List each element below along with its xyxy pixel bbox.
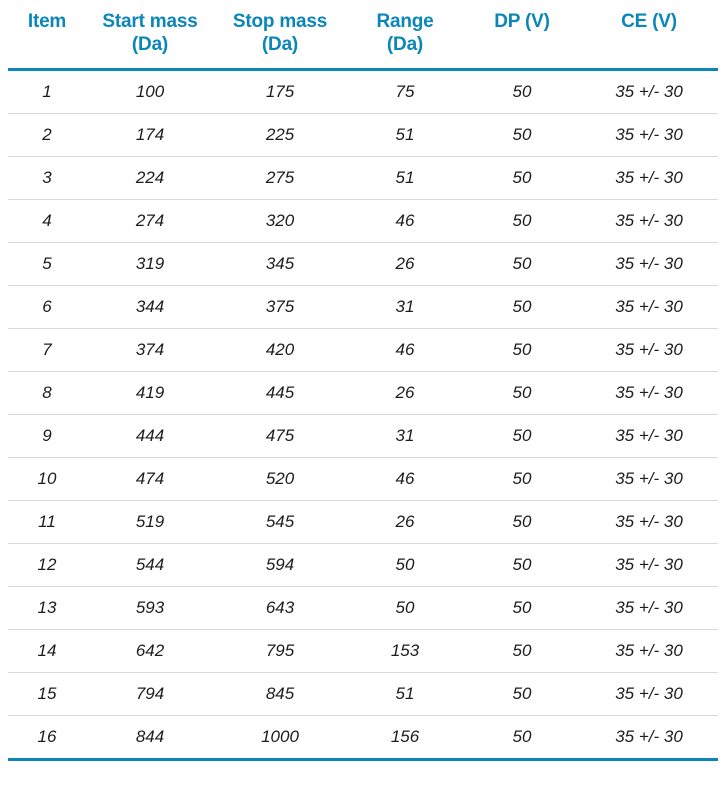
cell-dp: 50: [464, 544, 580, 587]
cell-range: 51: [346, 673, 464, 716]
cell-stop-mass: 475: [214, 415, 346, 458]
cell-stop-mass: 845: [214, 673, 346, 716]
cell-start-mass: 344: [86, 286, 214, 329]
table-row: [8, 458, 718, 501]
cell-stop-mass: 420: [214, 329, 346, 372]
cell-item: 12: [8, 544, 86, 587]
cell-range: 46: [346, 200, 464, 243]
cell-ce: 35 +/- 30: [580, 286, 718, 329]
cell-start-mass: 474: [86, 458, 214, 501]
cell-item: 16: [8, 716, 86, 760]
cell-range: 46: [346, 329, 464, 372]
cell-start-mass: 794: [86, 673, 214, 716]
cell-stop-mass: 643: [214, 587, 346, 630]
cell-item: 13: [8, 587, 86, 630]
cell-range: 26: [346, 501, 464, 544]
cell-start-mass: 642: [86, 630, 214, 673]
cell-dp: 50: [464, 372, 580, 415]
cell-ce: 35 +/- 30: [580, 544, 718, 587]
cell-stop-mass: 594: [214, 544, 346, 587]
table-row: [8, 286, 718, 329]
cell-dp: 50: [464, 329, 580, 372]
cell-range: 46: [346, 458, 464, 501]
column-header-dp: [464, 0, 580, 70]
cell-item: 5: [8, 243, 86, 286]
table-row: [8, 501, 718, 544]
column-header-ce-line1: CE (V): [621, 11, 677, 32]
mass-range-table: [8, 0, 718, 761]
column-header-start-mass-line2: (Da): [131, 34, 169, 55]
table-row: [8, 114, 718, 157]
column-header-stop-mass-line2: (Da): [261, 34, 299, 55]
cell-ce: 35 +/- 30: [580, 200, 718, 243]
cell-start-mass: 593: [86, 587, 214, 630]
column-header-item-line1: Item: [27, 11, 67, 32]
cell-ce: 35 +/- 30: [580, 501, 718, 544]
cell-item: 11: [8, 501, 86, 544]
cell-start-mass: 274: [86, 200, 214, 243]
cell-ce: 35 +/- 30: [580, 157, 718, 200]
cell-range: 51: [346, 114, 464, 157]
cell-stop-mass: 375: [214, 286, 346, 329]
cell-stop-mass: 520: [214, 458, 346, 501]
table-row: [8, 70, 718, 114]
table-row: [8, 200, 718, 243]
cell-ce: 35 +/- 30: [580, 372, 718, 415]
cell-stop-mass: 345: [214, 243, 346, 286]
cell-range: 153: [346, 630, 464, 673]
cell-ce: 35 +/- 30: [580, 716, 718, 760]
cell-stop-mass: 545: [214, 501, 346, 544]
cell-stop-mass: 795: [214, 630, 346, 673]
cell-ce: 35 +/- 30: [580, 630, 718, 673]
cell-start-mass: 544: [86, 544, 214, 587]
cell-stop-mass: 320: [214, 200, 346, 243]
column-header-dp-line1: DP (V): [494, 11, 550, 32]
table-row: [8, 329, 718, 372]
cell-item: 2: [8, 114, 86, 157]
cell-dp: 50: [464, 114, 580, 157]
column-header-start-mass-line1: Start mass: [102, 11, 198, 32]
cell-item: 4: [8, 200, 86, 243]
cell-start-mass: 444: [86, 415, 214, 458]
cell-dp: 50: [464, 716, 580, 760]
column-header-stop-mass: [214, 0, 346, 70]
table-row: [8, 673, 718, 716]
table-row: [8, 587, 718, 630]
column-header-range-line2: (Da): [386, 34, 424, 55]
table-row: [8, 544, 718, 587]
cell-item: 15: [8, 673, 86, 716]
cell-start-mass: 844: [86, 716, 214, 760]
cell-start-mass: 319: [86, 243, 214, 286]
cell-start-mass: 419: [86, 372, 214, 415]
cell-dp: 50: [464, 501, 580, 544]
cell-dp: 50: [464, 673, 580, 716]
table-row: [8, 716, 718, 760]
cell-dp: 50: [464, 200, 580, 243]
cell-stop-mass: 275: [214, 157, 346, 200]
table-body: [8, 70, 718, 760]
cell-range: 75: [346, 70, 464, 114]
column-header-item: [8, 0, 86, 70]
cell-ce: 35 +/- 30: [580, 587, 718, 630]
cell-start-mass: 100: [86, 70, 214, 114]
cell-range: 26: [346, 243, 464, 286]
cell-start-mass: 374: [86, 329, 214, 372]
column-header-start-mass: [86, 0, 214, 70]
column-header-range-line1: Range: [376, 11, 434, 32]
table-row: [8, 630, 718, 673]
cell-ce: 35 +/- 30: [580, 70, 718, 114]
cell-dp: 50: [464, 70, 580, 114]
cell-stop-mass: 175: [214, 70, 346, 114]
column-header-ce: [580, 0, 718, 70]
table-row: [8, 157, 718, 200]
cell-start-mass: 174: [86, 114, 214, 157]
cell-item: 3: [8, 157, 86, 200]
cell-dp: 50: [464, 157, 580, 200]
cell-stop-mass: 225: [214, 114, 346, 157]
cell-range: 26: [346, 372, 464, 415]
cell-ce: 35 +/- 30: [580, 673, 718, 716]
table-row: [8, 243, 718, 286]
cell-stop-mass: 445: [214, 372, 346, 415]
cell-range: 50: [346, 587, 464, 630]
column-header-stop-mass-line1: Stop mass: [232, 11, 328, 32]
cell-dp: 50: [464, 243, 580, 286]
cell-ce: 35 +/- 30: [580, 114, 718, 157]
cell-ce: 35 +/- 30: [580, 243, 718, 286]
cell-item: 7: [8, 329, 86, 372]
column-header-range: [346, 0, 464, 70]
cell-range: 156: [346, 716, 464, 760]
cell-ce: 35 +/- 30: [580, 329, 718, 372]
cell-range: 51: [346, 157, 464, 200]
cell-item: 8: [8, 372, 86, 415]
cell-start-mass: 224: [86, 157, 214, 200]
cell-item: 14: [8, 630, 86, 673]
table-header-row: [8, 0, 718, 70]
cell-dp: 50: [464, 458, 580, 501]
cell-range: 50: [346, 544, 464, 587]
cell-dp: 50: [464, 630, 580, 673]
cell-ce: 35 +/- 30: [580, 458, 718, 501]
cell-start-mass: 519: [86, 501, 214, 544]
cell-dp: 50: [464, 587, 580, 630]
cell-range: 31: [346, 286, 464, 329]
cell-range: 31: [346, 415, 464, 458]
table-header: [8, 0, 718, 70]
cell-ce: 35 +/- 30: [580, 415, 718, 458]
table-row: [8, 372, 718, 415]
cell-item: 10: [8, 458, 86, 501]
cell-stop-mass: 1000: [214, 716, 346, 760]
cell-item: 6: [8, 286, 86, 329]
cell-dp: 50: [464, 286, 580, 329]
cell-dp: 50: [464, 415, 580, 458]
cell-item: 9: [8, 415, 86, 458]
table-row: [8, 415, 718, 458]
cell-item: 1: [8, 70, 86, 114]
